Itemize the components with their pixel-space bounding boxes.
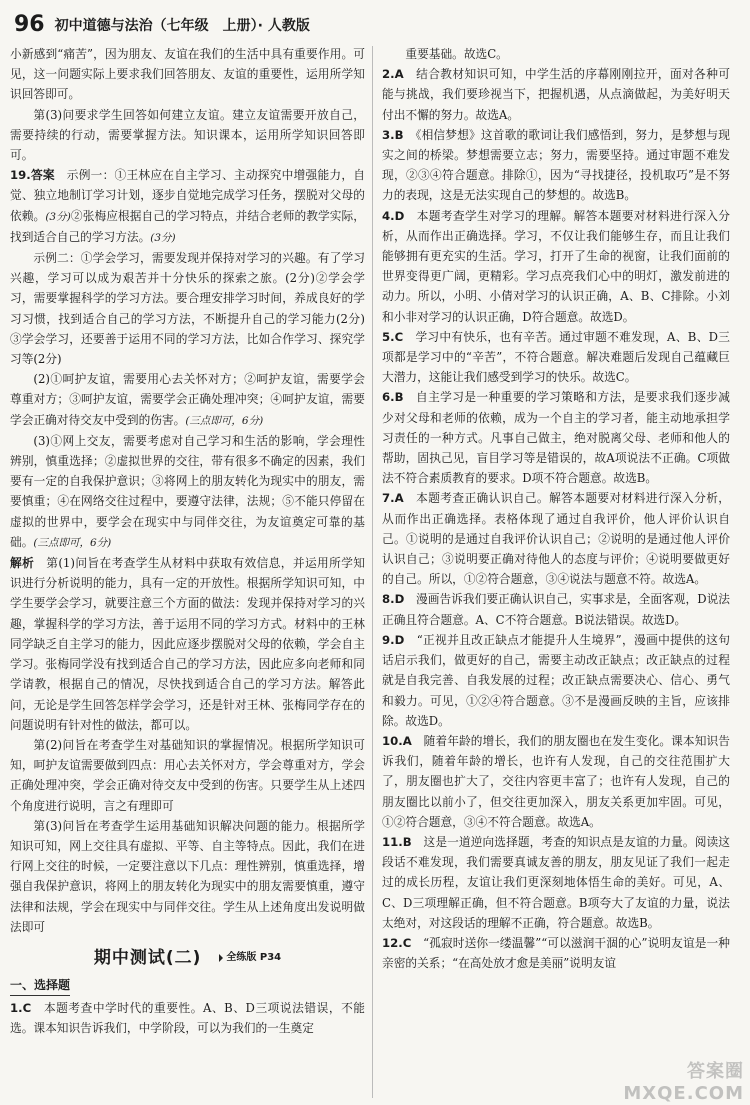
answer-paragraph: 小新感到“痛苦”，因为朋友、友谊在我们的生活中具有重要作用。可见，这一问题实际上要求我们回答朋友、友谊的重要性，运用所学知识回答即可。 — [10, 47, 365, 102]
right-column — [382, 44, 730, 1102]
question-number: 3.B — [382, 127, 404, 142]
question-text: 学习中有快乐，也有辛苦。通过审题不难发现，A、B、D三项都是学习中的“辛苦”，不符合题意。解决难题后发现自己蕴藏巨大潜力，这能让我们感受到学习的快乐。故选C。 — [382, 329, 730, 385]
question-text: 《相信梦想》这首歌的歌词让我们感悟到，努力，是梦想与现实之间的桥梁。梦想需要立志；努力，需要坚持。通过审题不难发现，②③④符合题意。排除①，因为“寻找捷径，投机取巧”是不努力的表现，这是无法实现自己的梦想的。故选B。 — [382, 127, 730, 203]
answer-paragraph: 重要基础。故选C。 — [405, 47, 508, 61]
left-column — [10, 44, 365, 1102]
question-text: 随着年龄的增长，我们的朋友圈也在发生变化。课本知识告诉我们，随着年龄的增长，也许有人发现，自己的交往范围扩大了，朋友圈也扩大了，交往内容更丰富了；也许有人发现，自己的朋友圈比以前小了，但交往更加深入，朋友关系更加牢固。可见，①②符合题意，③④不符合题意。故选A。 — [382, 733, 730, 829]
question-7 — [382, 488, 730, 589]
answer-paragraph: 第(3)问要求学生回答如何建立友谊。建立友谊需要开放自己，需要持续的行动，需要掌握方法。知识课本，运用所学知识回答即可。 — [10, 107, 365, 163]
question-text: 漫画告诉我们要正确认识自己，实事求是，全面客观，D说法正确且符合题意。A、C不符合题意。B说法错误。故选D。 — [382, 592, 730, 627]
question-5 — [382, 327, 730, 388]
question-number: 9.D — [382, 632, 405, 647]
watermark — [594, 1057, 744, 1104]
midterm-title: 期中测试(二) — [93, 947, 202, 968]
question-text: 本题考查学生对学习的理解。解答本题要对材料进行深入分析，从而作出正确选择。学习，不仅让我们能够生存，而且让我们能够拥有更充实的生活。学习，打开了生命的视窗，让我们面前的世界变得更广阔，更精彩。学习点亮我们心中的明灯，激发前进的动力。所以，小明、小倩对学习的认识正确，A、B、C排除。小刘和小非对学习的认识正确，D符合题意。故选D。 — [382, 208, 730, 324]
answer-text: ②张梅应根据自己的学习特点，并结合老师的教学实际，找到适合自己的学习方法。 — [10, 208, 365, 244]
question-text: “孤寂时送你一缕温馨”“可以滋润干涸的心”说明友谊是一种亲密的关系；“在高处放才愈是美丽”说明友谊 — [382, 935, 730, 971]
question-8 — [382, 589, 730, 629]
question-number: 19. — [10, 168, 31, 183]
midterm-ref — [211, 948, 281, 968]
question-12 — [382, 933, 730, 973]
score-note: (三点即可，6分) — [33, 536, 112, 549]
answer-text: (2)①呵护友谊，需要用心去关怀对方；②呵护友谊，需要学会尊重对方；③呵护友谊，需要学会正确处理冲突；④呵护友谊，需要学会正确对待交友中受到的伤害。 — [10, 372, 365, 427]
question-2 — [382, 64, 730, 125]
question-number: 10.A — [382, 733, 412, 748]
section-title: 一、选择题 — [10, 975, 70, 996]
page-header — [14, 8, 736, 36]
question-11 — [382, 832, 730, 933]
question-number: 6.B — [382, 390, 404, 405]
answer-text: (3)①网上交友，需要考虑对自己学习和生活的影响，学会理性辨别，慎重选择；②虚拟世界的交往，带有很多不确定的因素，我们要有一定的自我保护意识；③将网上的朋友转化为现实中的朋友，需要慎重；④在网络交往过程中，要遵守法律，法规；⑤不能只停留在虚拟的世界中，要学会在现实中与同伴交往，为友谊奠定可靠的基础。 — [10, 433, 365, 549]
watermark-text: 答案圈 MXQE.COM — [623, 1061, 744, 1104]
question-number: 12.C — [382, 935, 412, 950]
question-6 — [382, 387, 730, 488]
question-number: 4.D — [382, 208, 405, 223]
midterm-ref-text: 全练版 P34 — [226, 951, 282, 963]
question-text: “正视并且改正缺点才能提升人生境界”，漫画中提供的这句话启示我们，做更好的自己，需要主动改正缺点；改正缺点的过程就是自我完善、自我发展的过程；改正缺点需要决心、信心、勇气和毅力。可见，①②④符合题意。③不是漫画反映的主旨，应该排除。故选D。 — [382, 632, 730, 728]
question-text: 本题考查正确认识自己。解答本题要对材料进行深入分析，从而作出正确选择。表格体现了通过自我评价，他人评价认识自己。①说明的是通过自我评价认识自己；②说明的是通过他人评价认识自己；③说明要正确对待他人的态度与评价；④说明要做更好的自己。所以，①②符合题意，③④说法与题意不符。故选A。 — [382, 491, 730, 587]
midterm-heading — [10, 945, 365, 971]
question-text: 本题考查中学时代的重要性。A、B、D三项说法错误，不能选。课本知识告诉我们，中学阶段，可以为我们的一生奠定 — [10, 1001, 365, 1036]
analysis-text: 第(1)问旨在考查学生从材料中获取有效信息，并运用所学知识进行分析说明的能力，具有一定的开放性。根据所学知识可知，中学生要学会学习，就要注意三个方面的做法：发现并保持对学习的兴趣，掌握科学的学习方法，善于运用不同的学习方式。材料中的王林同学缺乏自主学习的能力，因此应逐步摆脱对父母的依赖，学会自主学习。张梅同学没有找到适合自己的学习方法，因此应多向老师和同学请教，根据自己的情况，尽快找到适合自己的学习方法。解答此问，无论是学生回答怎样学会学习，还是针对王林、张梅同学存在的问题说明有针对性的做法，都可以。 — [10, 556, 365, 732]
question-10 — [382, 731, 730, 832]
score-note: (3分) — [150, 231, 176, 244]
question-19 — [10, 165, 365, 248]
analysis-paragraph: 第(2)问旨在考查学生对基础知识的掌握情况。根据所学知识可知，呵护友谊需要做到四点：用心去关怀对方，学会尊重对方，学会正确处理冲突，学会正确对待交友中受到的伤害。只要学生从上述四个角度进行说明，言之有理即可 — [10, 737, 365, 813]
question-text: 这是一道逆向选择题，考查的知识点是友谊的力量。阅读这段话不难发现，我们需要真诚友善的朋友，朋友见证了我们一起走过的成长历程，友谊让我们更深刻地体悟生命的美好。可见，A、C、D三项理解正确，但不符合题意。B项夸大了友谊的力量，说法太绝对，对这段话的理解不正确，符合题意。故选B。 — [382, 834, 730, 930]
question-3 — [382, 125, 730, 206]
answer-paragraph — [10, 431, 365, 553]
book-title: 初中道德与法治（七年级 上册）· 人教版 — [54, 18, 310, 34]
analysis-paragraph — [10, 553, 365, 735]
score-note: (三点即可，6分) — [185, 414, 264, 427]
question-number: 1.C — [10, 1001, 32, 1016]
question-number: 11.B — [382, 834, 412, 849]
analysis-paragraph: 第(3)问旨在考查学生运用基础知识解决问题的能力。根据所学知识可知，网上交往具有虚拟、平等、自主等特点。因此，我们在进行网上交往的时候，一定要注意以下几点：理性辨别，慎重选择，增强自我保护意识，将网上的朋友转化为现实中的朋友需要慎重，遵守法律和法规，学会在现实中与同伴交往。学生从上述角度出发说明做法即可 — [10, 818, 365, 934]
question-9 — [382, 630, 730, 731]
arrow-icon — [211, 953, 223, 963]
answer-tag: 答案 — [30, 168, 55, 183]
answer-paragraph: 示例二：①学会学习，需要发现并保持对学习的兴趣。有了学习兴趣，学习可以成为艰苦并十分快乐的探索之旅。(2分)②学会学习，需要掌握科学的学习方法。要合理安排学习时间，养成良好的学习习惯，找到适合自己的学习方法，不断提升自己的学习能力(2分)③学会学习，还要善于运用不同的学习方法，比如合作学习、探究学习等(2分) — [10, 251, 365, 367]
answer-paragraph — [10, 369, 365, 431]
question-4 — [382, 206, 730, 327]
question-number: 5.C — [382, 329, 404, 344]
answer-text: 示例一：①王林应在自主学习、主动探究中增强能力，自觉、独立地制订学习计划，逐步自觉地完成学习任务，摆脱对父母的依赖。 — [10, 168, 365, 223]
question-number: 7.A — [382, 491, 404, 506]
column-divider — [372, 46, 373, 1098]
score-note: (3分) — [45, 210, 71, 223]
question-text: 自主学习是一种重要的学习策略和方法，是要求我们逐步减少对父母和老师的依赖，成为一个自主的学习者，能主动地承担学习责任的一种方式。凡事自己做主，绝对脱离父母、老师和他人的帮助，固执己见，盲目学习等是错误的，故A项说法不正确。C项做法不符合素质教育的要求。D项不符合题意。故选B。 — [382, 390, 730, 486]
question-number: 2.A — [382, 67, 404, 82]
question-1 — [10, 998, 365, 1038]
page-number: 96 — [14, 12, 45, 37]
question-number: 8.D — [382, 592, 405, 607]
analysis-tag: 解析 — [10, 556, 35, 571]
question-text: 结合教材知识可知，中学生活的序幕刚刚拉开，面对各种可能与挑战，我们要珍视当下，把握机遇，从点滴做起，为美好明天付出不懈的努力。故选A。 — [382, 67, 730, 122]
